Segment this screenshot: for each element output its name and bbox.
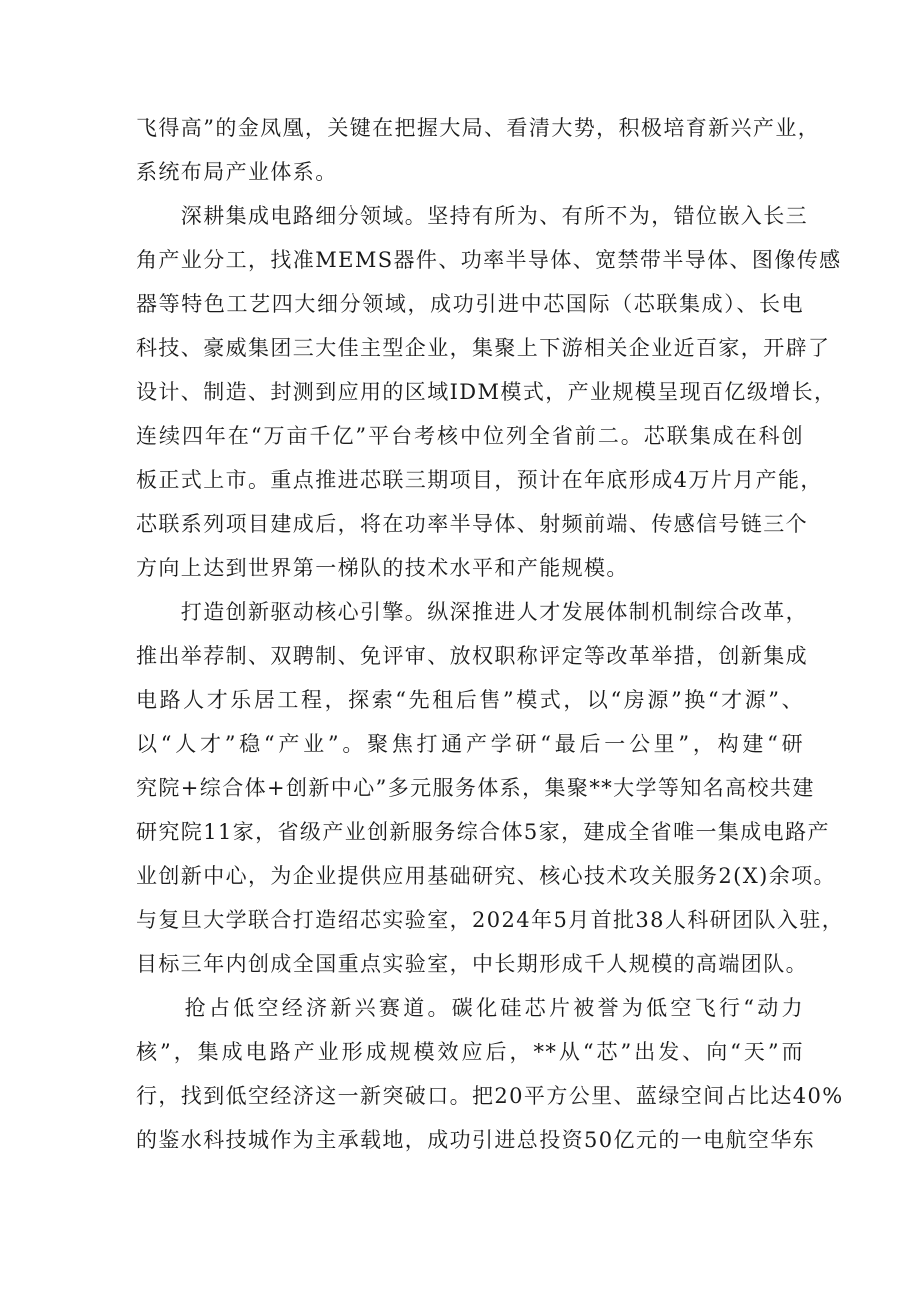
- text-line: 科技、豪威集团三大佳主型企业，集聚上下游相关企业近百家，开辟了: [136, 336, 831, 360]
- text-line: 与复旦大学联合打造绍芯实验室，2024年5月首批38人科研团队入驻，: [136, 908, 845, 932]
- text-line: 抢占低空经济新兴赛道。碳化硅芯片被誉为低空飞行“动力: [136, 996, 804, 1020]
- text-line: 业创新中心，为企业提供应用基础研究、核心技术攻关服务2(X)余项。: [136, 864, 836, 888]
- text-line: 究院+综合体+创新中心”多元服务体系，集聚**大学等知名高校共建: [136, 776, 815, 800]
- text-line: 系统布局产业体系。: [136, 160, 338, 184]
- text-line: 电路人才乐居工程，探索“先租后售”模式，以“房源”换“才源”、: [136, 688, 804, 712]
- text-line: 角产业分工，找准MEMS器件、功率半导体、宽禁带半导体、图像传感: [136, 248, 842, 272]
- text-line: 芯联系列项目建成后，将在功率半导体、射频前端、传感信号链三个: [136, 512, 808, 536]
- text-line: 的鉴水科技城作为主承载地，成功引进总投资50亿元的一电航空华东: [136, 1128, 816, 1152]
- text-line: 设计、制造、封测到应用的区域IDM模式，产业规模呈现百亿级增长，: [136, 380, 837, 404]
- paragraph: [136, 194, 842, 590]
- text-line: 目标三年内创成全国重点实验室，中长期形成千人规模的高端团队。: [136, 952, 808, 976]
- text-line: 行，找到低空经济这一新突破口。把20平方公里、蓝绿空间占比达40%: [136, 1084, 844, 1108]
- text-line: 核”，集成电路产业形成规模效应后，**从“芯”出发、向“天”而: [136, 1040, 804, 1064]
- text-line: 板正式上市。重点推进芯联三期项目，预计在年底形成4万片月产能，: [136, 468, 823, 492]
- paragraph: [136, 106, 821, 194]
- text-line: 以“人才”稳“产业”。聚焦打通产学研“最后一公里”，构建“研: [136, 732, 804, 756]
- paragraph: [136, 986, 844, 1162]
- text-line: 研究院11家，省级产业创新服务综合体5家，建成全省唯一集成电路产: [136, 820, 830, 844]
- text-line: 方向上达到世界第一梯队的技术水平和产能规模。: [136, 556, 629, 580]
- text-line: 推出举荐制、双聘制、免评审、放权职称评定等改革举措，创新集成: [136, 644, 808, 668]
- paragraph: [136, 590, 845, 986]
- text-line: 飞得高”的金凤凰，关键在把握大局、看清大势，积极培育新兴产业，: [136, 116, 821, 140]
- text-line: 深耕集成电路细分领域。坚持有所为、有所不为，错位嵌入长三: [136, 204, 808, 228]
- text-line: 连续四年在“万亩千亿”平台考核中位列全省前二。芯联集成在科创: [136, 424, 804, 448]
- text-line: 打造创新驱动核心引擎。纵深推进人才发展体制机制综合改革，: [136, 600, 808, 624]
- text-line: 器等特色工艺四大细分领域，成功引进中芯国际（芯联集成）、长电: [136, 292, 804, 316]
- document-body: [136, 106, 845, 1162]
